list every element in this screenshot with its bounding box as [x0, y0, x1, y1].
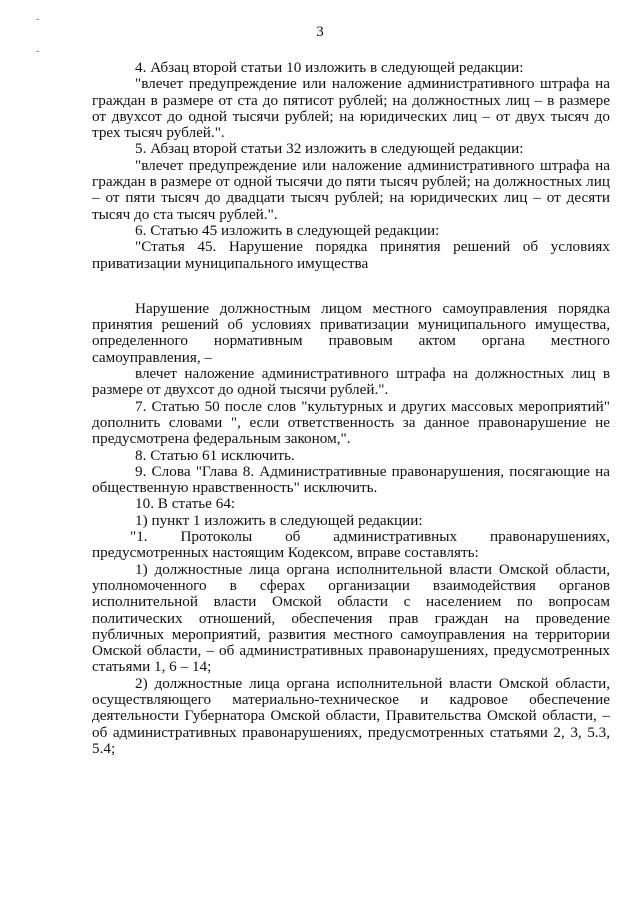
- paragraph: 9. Слова "Глава 8. Административные правонарушения, посягающие на общественную нравственность" исключить.: [92, 462, 610, 497]
- paragraph: 5. Абзац второй статьи 32 изложить в следующей редакции:: [135, 140, 524, 158]
- paragraph: 4. Абзац второй статьи 10 изложить в следующей редакции:: [135, 59, 524, 76]
- margin-mark: -: [36, 46, 40, 57]
- paragraph: "Статья 45. Нарушение порядка принятия решений об условиях приватизации муниципального имущества: [92, 238, 610, 272]
- paragraph: 8. Статью 61 исключить.: [135, 446, 295, 464]
- page-number: 3: [316, 24, 324, 40]
- paragraph: "влечет предупреждение или наложение административного штрафа на граждан в размере от ста до пятисот рублей; на должностных лиц – в размере от двухсот до одной тысячи рублей; на юридических лиц – от двух тысяч до трех тысяч рублей.".: [92, 75, 610, 142]
- paragraph: Нарушение должностным лицом местного самоуправления порядка принятия решений об условиях приватизации муниципального имущества, определенного нормативным правовым актом органа местного самоуправления, –: [92, 299, 610, 366]
- paragraph: 7. Статью 50 после слов "культурных и других массовых мероприятий" дополнить словами ", если ответственность за данное правонарушение не предусмотрена федеральным законом,".: [92, 397, 610, 448]
- paragraph: 1) должностные лица органа исполнительной власти Омской области, уполномоченного в сферах организации взаимодействия органов исполнительной власти Омской области с населением по вопросам политических отношений, обеспечения прав граждан на проведение публичных мероприятий, развития местного самоуправления на территории Омской области, – об административных правонарушениях, предусмотренных статьями 1, 6 – 14;: [92, 560, 610, 676]
- document-body: [92, 60, 610, 757]
- paragraph: "влечет предупреждение или наложение административного штрафа на граждан в размере от одной тысячи до пяти тысяч рублей; на должностных лиц – от пяти тысяч до двадцати тысяч рублей; на юридических лиц – от десяти тысяч до ста тысяч рублей.".: [92, 156, 610, 223]
- paragraph: влечет наложение административного штрафа на должностных лиц в размере от двухсот до одной тысячи рублей.".: [92, 365, 610, 399]
- margin-mark: -: [36, 14, 40, 25]
- paragraph: 6. Статью 45 изложить в следующей редакции:: [135, 221, 440, 239]
- paragraph: 2) должностные лица органа исполнительной власти Омской области, осуществляющего материально-техническое и кадровое обеспечение деятельности Губернатора Омской области, Правительства Омской области, – об административных правонарушениях, предусмотренных статьями 2, 3, 5.3, 5.4;: [92, 674, 610, 757]
- paragraph: 10. В статье 64:: [135, 495, 236, 513]
- paragraph: "1. Протоколы об административных правонарушениях, предусмотренных настоящим Кодексом, вправе составлять:: [92, 528, 610, 562]
- paragraph: 1) пункт 1 изложить в следующей редакции:: [135, 511, 423, 529]
